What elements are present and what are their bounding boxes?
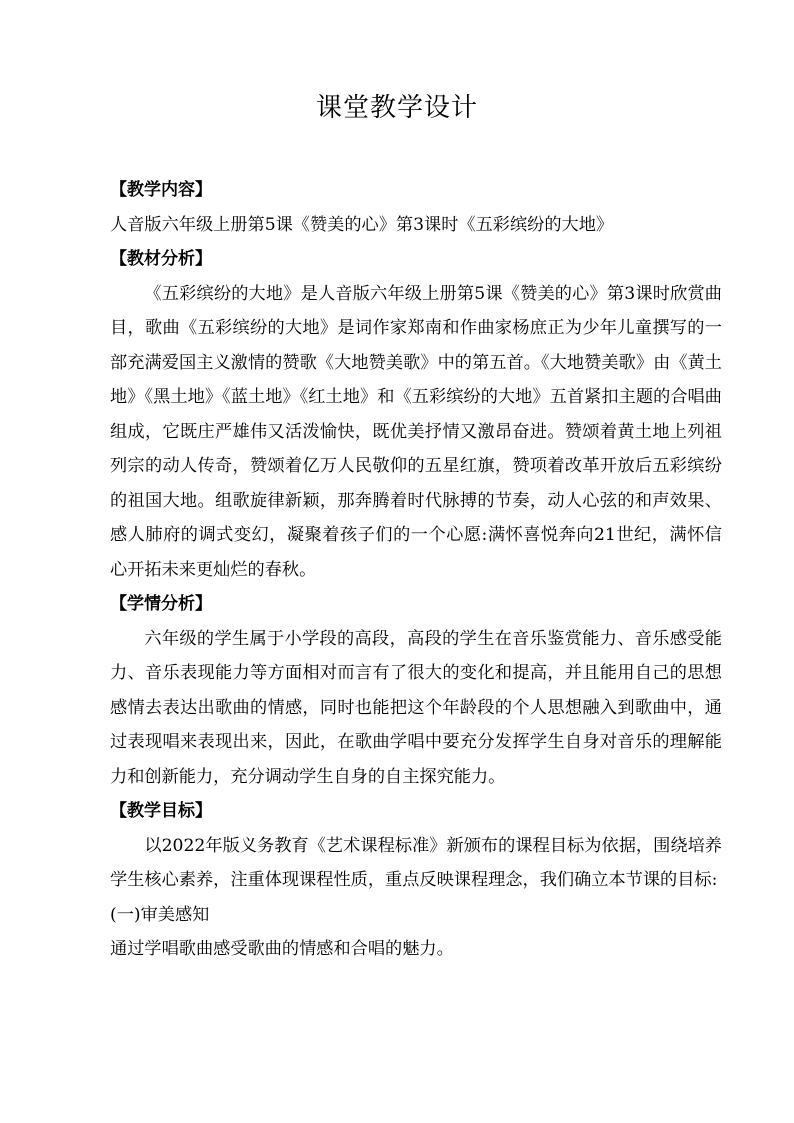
section-heading-student: 【学情分析】 bbox=[110, 594, 212, 614]
section-heading-content: 【教学内容】 bbox=[110, 180, 212, 200]
goals-intro-text: 以2022年版义务教育《艺术课程标准》新颁布的课程目标为依据，围绕培养学生核心素养，注重体现课程性质，重点反映课程理念，我们确立本节课的目标: bbox=[110, 835, 722, 890]
goal-aesthetic-text: 通过学唱歌曲感受歌曲的情感和合唱的魅力。 bbox=[110, 939, 454, 959]
material-analysis-text: 《五彩缤纷的大地》是人音版六年级上册第5课《赞美的心》第3课时欣赏曲目，歌曲《五彩缤纷的大地》是词作家郑南和作曲家杨庶正为少年儿童撰写的一部充满爱国主义激情的赞歌《大地赞美歌》中的第五首。《大地赞美歌》由《黄土地》《黑土地》《蓝土地》《红土地》和《五彩缤纷的大地》五首紧扣主题的合唱曲组成，它既庄严雄伟又活泼愉快，既优美抒情又激昂奋进。赞颂着黄土地上列祖列宗的动人传奇，赞颂着亿万人民敬仰的五星红旗，赞项着改革开放后五彩缤纷的祖国大地。组歌旋律新颖，那奔腾着时代脉搏的节奏，动人心弦的和声效果、感人肺府的调式变幻，凝聚着孩子们的一个心愿:满怀喜悦奔向21世纪，满怀信心开拓未来更灿烂的春秋。 bbox=[110, 283, 722, 580]
student-analysis-text: 六年级的学生属于小学段的高段，高段的学生在音乐鉴赏能力、音乐感受能力、音乐表现能力等方面相对而言有了很大的变化和提高，并且能用自己的思想感情去表达出歌曲的情感，同时也能把这个年龄段的个人思想融入到歌曲中，通过表现唱来表现出来，因此，在歌曲学唱中要充分发挥学生自身对音乐的理解能力和创新能力，充分调动学生自身的自主探究能力。 bbox=[110, 628, 722, 787]
section-heading-goals: 【教学目标】 bbox=[110, 801, 212, 821]
content-text: 人音版六年级上册第5课《赞美的心》第3课时《五彩缤纷的大地》 bbox=[110, 214, 614, 235]
section-heading-material: 【教材分析】 bbox=[110, 249, 212, 269]
document-body bbox=[110, 173, 722, 967]
page-title: 课堂教学设计 bbox=[315, 93, 478, 123]
goal-subheading-aesthetic: (一)审美感知 bbox=[110, 904, 210, 925]
